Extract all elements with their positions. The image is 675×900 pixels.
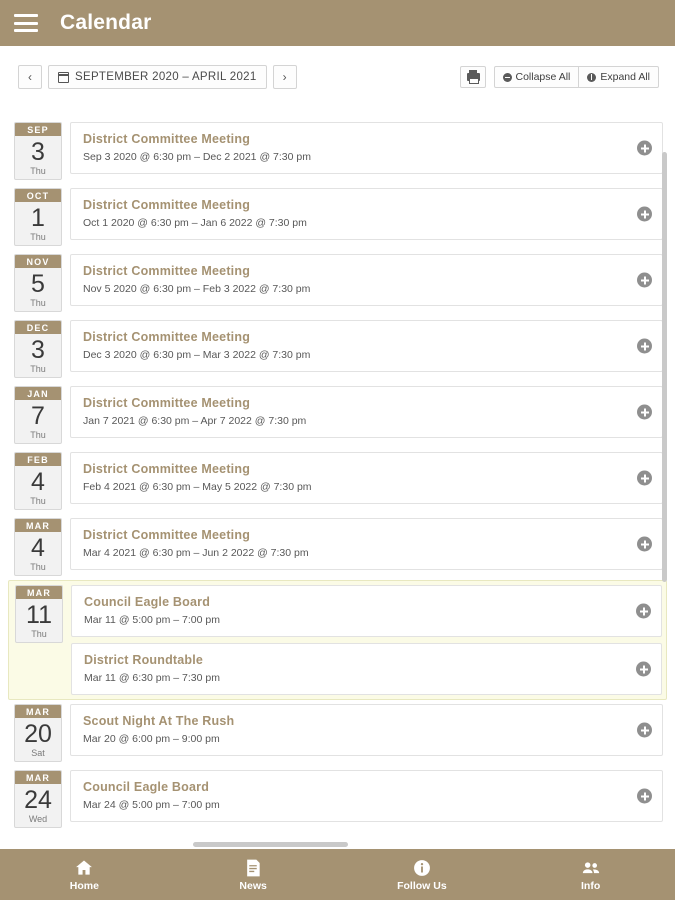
vertical-scrollbar[interactable]: [662, 152, 667, 582]
event-title: District Committee Meeting: [83, 396, 251, 410]
date-weekday: Thu: [30, 562, 46, 572]
date-weekday: Thu: [30, 298, 46, 308]
print-button[interactable]: [460, 66, 486, 88]
collapse-all-label: Collapse All: [515, 71, 571, 83]
app-header: [0, 0, 675, 46]
event-time: Mar 11 @ 5:00 pm – 7:00 pm: [84, 614, 220, 626]
event-column: [70, 188, 663, 240]
expand-event-icon[interactable]: [637, 207, 652, 222]
date-weekday: Thu: [30, 232, 46, 242]
date-day: 5: [31, 270, 45, 298]
day-group: [8, 250, 667, 316]
event-list[interactable]: [8, 118, 667, 849]
date-day: 11: [26, 601, 52, 629]
date-day: 3: [31, 138, 45, 166]
printer-icon: [467, 73, 480, 81]
date-weekday: Thu: [30, 496, 46, 506]
date-month: MAR: [15, 519, 61, 532]
event-column: [70, 518, 663, 570]
day-group: [8, 118, 667, 184]
event-time: Sep 3 2020 @ 6:30 pm – Dec 2 2021 @ 7:30 pm: [83, 151, 311, 163]
event-column: [70, 452, 663, 504]
next-period-button[interactable]: ›: [273, 65, 297, 89]
event-column: [70, 122, 663, 174]
event-card[interactable]: [70, 452, 663, 504]
event-time: Feb 4 2021 @ 6:30 pm – May 5 2022 @ 7:30 pm: [83, 481, 312, 493]
horizontal-scrollbar[interactable]: [193, 842, 348, 847]
event-time: Oct 1 2020 @ 6:30 pm – Jan 6 2022 @ 7:30 pm: [83, 217, 307, 229]
expand-event-icon[interactable]: [637, 141, 652, 156]
event-title: Council Eagle Board: [83, 780, 210, 794]
nav-item-home[interactable]: [0, 858, 169, 892]
nav-label-info: Info: [581, 879, 601, 892]
day-group: [8, 316, 667, 382]
date-day: 24: [24, 786, 52, 814]
date-day: 20: [24, 720, 52, 748]
day-group: [8, 514, 667, 580]
date-month: FEB: [15, 453, 61, 466]
expand-event-icon[interactable]: [637, 339, 652, 354]
date-month: OCT: [15, 189, 61, 202]
date-month: NOV: [15, 255, 61, 268]
nav-label-news: News: [239, 879, 267, 892]
event-card[interactable]: [70, 188, 663, 240]
nav-item-follow-us[interactable]: [338, 858, 507, 892]
period-selector[interactable]: [48, 65, 267, 89]
date-day: 3: [31, 336, 45, 364]
expand-event-icon[interactable]: [637, 537, 652, 552]
hamburger-menu-icon[interactable]: [14, 14, 38, 32]
expand-collapse-group: [494, 66, 660, 88]
expand-event-icon[interactable]: [637, 405, 652, 420]
bottom-navigation: [0, 849, 675, 900]
expand-event-icon[interactable]: [637, 273, 652, 288]
date-badge: [14, 122, 62, 180]
calendar-icon: [58, 72, 69, 83]
news-icon: [243, 858, 263, 878]
date-month: DEC: [15, 321, 61, 334]
page-title: Calendar: [60, 11, 152, 34]
date-badge: [14, 254, 62, 312]
calendar-toolbar: [8, 60, 667, 94]
event-column: [70, 254, 663, 306]
expand-event-icon[interactable]: [637, 789, 652, 804]
event-title: District Committee Meeting: [83, 330, 251, 344]
minus-circle-icon: [503, 73, 512, 82]
period-label: SEPTEMBER 2020 – APRIL 2021: [75, 71, 257, 83]
event-card[interactable]: [70, 770, 663, 822]
home-icon: [74, 858, 94, 878]
event-time: Nov 5 2020 @ 6:30 pm – Feb 3 2022 @ 7:30 pm: [83, 283, 311, 295]
event-column: [70, 386, 663, 438]
day-group: [8, 184, 667, 250]
toolbar-right-group: [460, 66, 660, 88]
date-badge: [14, 320, 62, 378]
date-month: MAR: [16, 586, 62, 599]
event-card[interactable]: [70, 386, 663, 438]
date-day: 1: [31, 204, 45, 232]
date-badge: [14, 188, 62, 246]
event-time: Mar 4 2021 @ 6:30 pm – Jun 2 2022 @ 7:30 pm: [83, 547, 309, 559]
date-month: SEP: [15, 123, 61, 136]
event-column: [70, 704, 663, 756]
event-title: Scout Night At The Rush: [83, 714, 235, 728]
expand-event-icon[interactable]: [637, 471, 652, 486]
date-weekday: Sat: [31, 748, 45, 758]
event-title: District Committee Meeting: [83, 528, 251, 542]
event-card[interactable]: [70, 254, 663, 306]
day-group: [8, 766, 667, 832]
nav-item-news[interactable]: [169, 858, 338, 892]
date-weekday: Thu: [30, 166, 46, 176]
day-group-highlighted: [8, 580, 667, 700]
date-month: MAR: [15, 705, 61, 718]
collapse-all-button[interactable]: [494, 66, 580, 88]
expand-event-icon[interactable]: [636, 662, 651, 677]
people-icon: [581, 858, 601, 878]
calendar-content: [8, 60, 667, 849]
event-time: Dec 3 2020 @ 6:30 pm – Mar 3 2022 @ 7:30 pm: [83, 349, 311, 361]
event-time: Jan 7 2021 @ 6:30 pm – Apr 7 2022 @ 7:30 pm: [83, 415, 307, 427]
left-rail: [0, 92, 8, 798]
expand-event-icon[interactable]: [637, 723, 652, 738]
event-card[interactable]: [70, 122, 663, 174]
event-card[interactable]: [70, 518, 663, 570]
previous-period-button[interactable]: ‹: [18, 65, 42, 89]
nav-label-follow-us: Follow Us: [397, 879, 447, 892]
expand-event-icon[interactable]: [636, 604, 651, 619]
event-card[interactable]: [71, 585, 662, 637]
nav-item-info[interactable]: [506, 858, 675, 892]
event-column: [70, 320, 663, 372]
page-body: [0, 46, 675, 849]
event-title: District Committee Meeting: [83, 132, 251, 146]
nav-label-home: Home: [69, 879, 99, 892]
date-weekday: Wed: [28, 814, 48, 824]
expand-all-button[interactable]: [579, 66, 659, 88]
event-time: Mar 11 @ 6:30 pm – 7:30 pm: [84, 672, 220, 684]
expand-all-label: Expand All: [600, 71, 650, 83]
day-group: [8, 700, 667, 766]
event-card[interactable]: [70, 704, 663, 756]
date-badge: [14, 452, 62, 510]
event-card[interactable]: [71, 643, 662, 695]
date-day: 4: [31, 534, 45, 562]
plus-circle-icon: [587, 73, 596, 82]
info-circle-icon: [412, 858, 432, 878]
date-badge: [14, 770, 62, 828]
date-weekday: Thu: [30, 364, 46, 374]
date-month: MAR: [15, 771, 61, 784]
event-card[interactable]: [70, 320, 663, 372]
event-column: [71, 585, 662, 695]
date-badge: [14, 704, 62, 762]
day-group: [8, 448, 667, 514]
date-day: 7: [31, 402, 45, 430]
event-time: Mar 24 @ 5:00 pm – 7:00 pm: [83, 799, 220, 811]
date-weekday: Thu: [31, 629, 47, 639]
date-badge: [15, 585, 63, 643]
event-time: Mar 20 @ 6:00 pm – 9:00 pm: [83, 733, 220, 745]
date-weekday: Thu: [30, 430, 46, 440]
event-title: District Committee Meeting: [83, 198, 251, 212]
event-title: District Committee Meeting: [83, 264, 251, 278]
day-group: [8, 382, 667, 448]
date-day: 4: [31, 468, 45, 496]
event-column: [70, 770, 663, 822]
date-badge: [14, 386, 62, 444]
event-title: District Roundtable: [84, 653, 204, 667]
event-title: Council Eagle Board: [84, 595, 211, 609]
date-badge: [14, 518, 62, 576]
date-month: JAN: [15, 387, 61, 400]
event-title: District Committee Meeting: [83, 462, 251, 476]
